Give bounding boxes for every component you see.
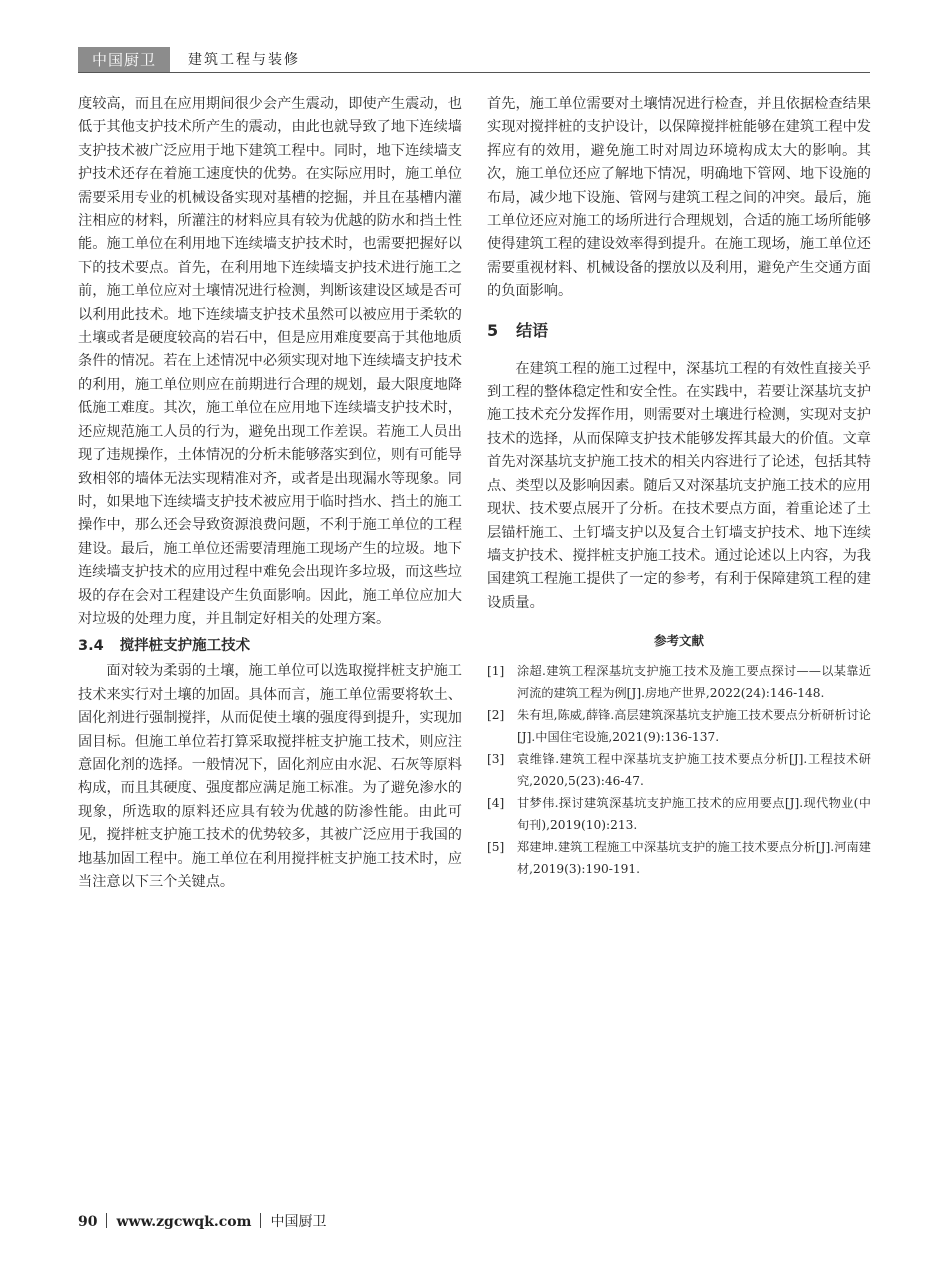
header-rule — [78, 72, 870, 73]
references-list — [487, 661, 871, 880]
page-number: 90 — [78, 1214, 98, 1230]
reference-text: 甘梦伟.探讨建筑深基坑支护施工技术的应用要点[J].现代物业(中旬刊),2019(10):213. — [517, 796, 871, 832]
page-footer — [78, 1211, 326, 1233]
section-number: 5 — [487, 320, 499, 340]
body-paragraph: 首先，施工单位需要对土壤情况进行检查，并且依据检查结果实现对搅拌桩的支护设计，以保障搅拌桩能够在建筑工程中发挥应有的效用，避免施工时对周边环境构成太大的影响。其次，施工单位还应了解地下情况，明确地下管网、地下设施的布局，减少地下设施、管网与建筑工程之间的冲突。最后，施工单位还应对施工的场所进行合理规划，合适的施工场所能够使得建筑工程的建设效率得到提升。在施工现场，施工单位还需要重视材料、机械设备的摆放以及利用，避免产生交通方面的负面影响。 — [487, 96, 871, 300]
page-header — [78, 47, 870, 73]
references-title: 参考文献 — [653, 633, 704, 649]
reference-item — [487, 749, 871, 792]
reference-number: [4] — [487, 796, 505, 811]
reference-number: [3] — [487, 752, 505, 767]
reference-number: [5] — [487, 840, 505, 855]
right-column — [487, 93, 871, 881]
footer-divider — [260, 1213, 261, 1228]
footer-divider — [106, 1213, 107, 1228]
section-heading — [487, 320, 871, 342]
body-paragraph: 面对较为柔弱的土壤，施工单位可以选取搅拌桩支护施工技术来实行对土壤的加固。具体而言，施工单位需要将软土、固化剂进行强制搅拌，从而促使土壤的强度得到提升，实现加固目标。但施工单位若打算采取搅拌桩支护施工技术，则应注意固化剂的选择。一般情况下，固化剂应由水泥、石灰等原料构成，而且其硬度、强度都应满足施工标准。为了避免渗水的现象，所选取的原料还应具有较为优越的防渗性能。由此可见，搅拌桩支护施工技术的优势较多，其被广泛应用于我国的地基加固工程中。施工单位在利用搅拌桩支护施工技术时，应当注意以下三个关键点。 — [78, 663, 462, 890]
subsection-number: 3.4 — [78, 638, 104, 655]
reference-text: 袁维锋.建筑工程中深基坑支护施工技术要点分析[J].工程技术研究,2020,5(23):46-47. — [517, 752, 871, 788]
reference-text: 朱有坦,陈威,薛锋.高层建筑深基坑支护施工技术要点分析研析讨论[J].中国住宅设施,2021(9):136-137. — [517, 708, 871, 744]
reference-item — [487, 837, 871, 880]
subsection-heading — [78, 635, 462, 657]
section-label: 建筑工程与装修 — [188, 52, 300, 68]
body-paragraph: 度较高，而且在应用期间很少会产生震动，即使产生震动，也低于其他支护技术所产生的震动，由此也就导致了地下连续墙支护技术被广泛应用于地下建筑工程中。同时，地下连续墙支护技术还存在着施工速度快的优势。在实际应用时，施工单位需要采用专业的机械设备实现对基槽的挖掘，并且在基槽内灌注相应的材料，所灌注的材料应具有较为优越的防水和挡土性能。施工单位在利用地下连续墙支护技术时，也需要把握好以下的技术要点。首先，在利用地下连续墙支护技术进行施工之前，施工单位应对土壤情况进行检测，判断该建设区域是否可以利用此技术。地下连续墙支护技术虽然可以被应用于柔软的土壤或者是硬度较高的岩石中，但是应用难度要高于其他地质条件的情况。若在上述情况中必须实现对地下连续墙支护技术的利用，施工单位则应在前期进行合理的规划，最大限度地降低施工难度。其次，施工单位在应用地下连续墙支护技术时，还应规范施工人员的行为，避免出现工作差误。若施工人员出现了违规操作，土体情况的分析未能够落实到位，则有可能导致相邻的墙体无法实现精准对齐，或者是出现漏水等现象。同时，如果地下连续墙支护技术被应用于临时挡水、挡土的施工操作中，那么还会导致资源浪费问题，不利于施工单位的工程建设。最后，施工单位还需要清理施工现场产生的垃圾。地下连续墙支护技术的应用过程中难免会出现许多垃圾，而这些垃圾的存在会对工程建设产生负面影响。因此，施工单位应加大对垃圾的处理力度，并且制定好相关的处理方案。 — [78, 96, 462, 627]
conclusion-paragraph: 在建筑工程的施工过程中，深基坑工程的有效性直接关乎到工程的整体稳定性和安全性。在实践中，若要让深基坑支护施工技术充分发挥作用，则需要对土壤进行检测，实现对支护技术的选择，从而保障支护技术能够发挥其最大的价值。文章首先对深基坑支护施工技术的相关内容进行了论述，包括其特点、类型以及影响因素。随后又对深基坑支护施工技术的应用现状、技术要点展开了分析。在技术要点方面，着重论述了土层锚杆施工、土钉墙支护以及复合土钉墙支护技术、地下连续墙支护技术、搅拌桩支护施工技术。通过论述以上内容，为我国建筑工程施工提供了一定的参考，有利于保障建筑工程的建设质量。 — [487, 360, 871, 611]
reference-number: [2] — [487, 708, 505, 723]
reference-item — [487, 793, 871, 836]
subsection-title: 搅拌桩支护施工技术 — [119, 638, 251, 655]
reference-item — [487, 661, 871, 704]
journal-name-tag: 中国厨卫 — [78, 47, 170, 73]
reference-text: 涂超.建筑工程深基坑支护施工技术及施工要点探讨——以某靠近河流的建筑工程为例[J].房地产世界,2022(24):146-148. — [517, 664, 871, 700]
reference-text: 郑建坤.建筑工程施工中深基坑支护的施工技术要点分析[J].河南建材,2019(3):190-191. — [517, 840, 871, 876]
reference-item — [487, 705, 871, 748]
reference-number: [1] — [487, 664, 505, 679]
left-column — [78, 93, 462, 894]
footer-journal-name: 中国厨卫 — [270, 1214, 327, 1230]
website-link[interactable]: www.zgcwqk.com — [116, 1214, 252, 1230]
section-title: 结语 — [516, 320, 549, 340]
